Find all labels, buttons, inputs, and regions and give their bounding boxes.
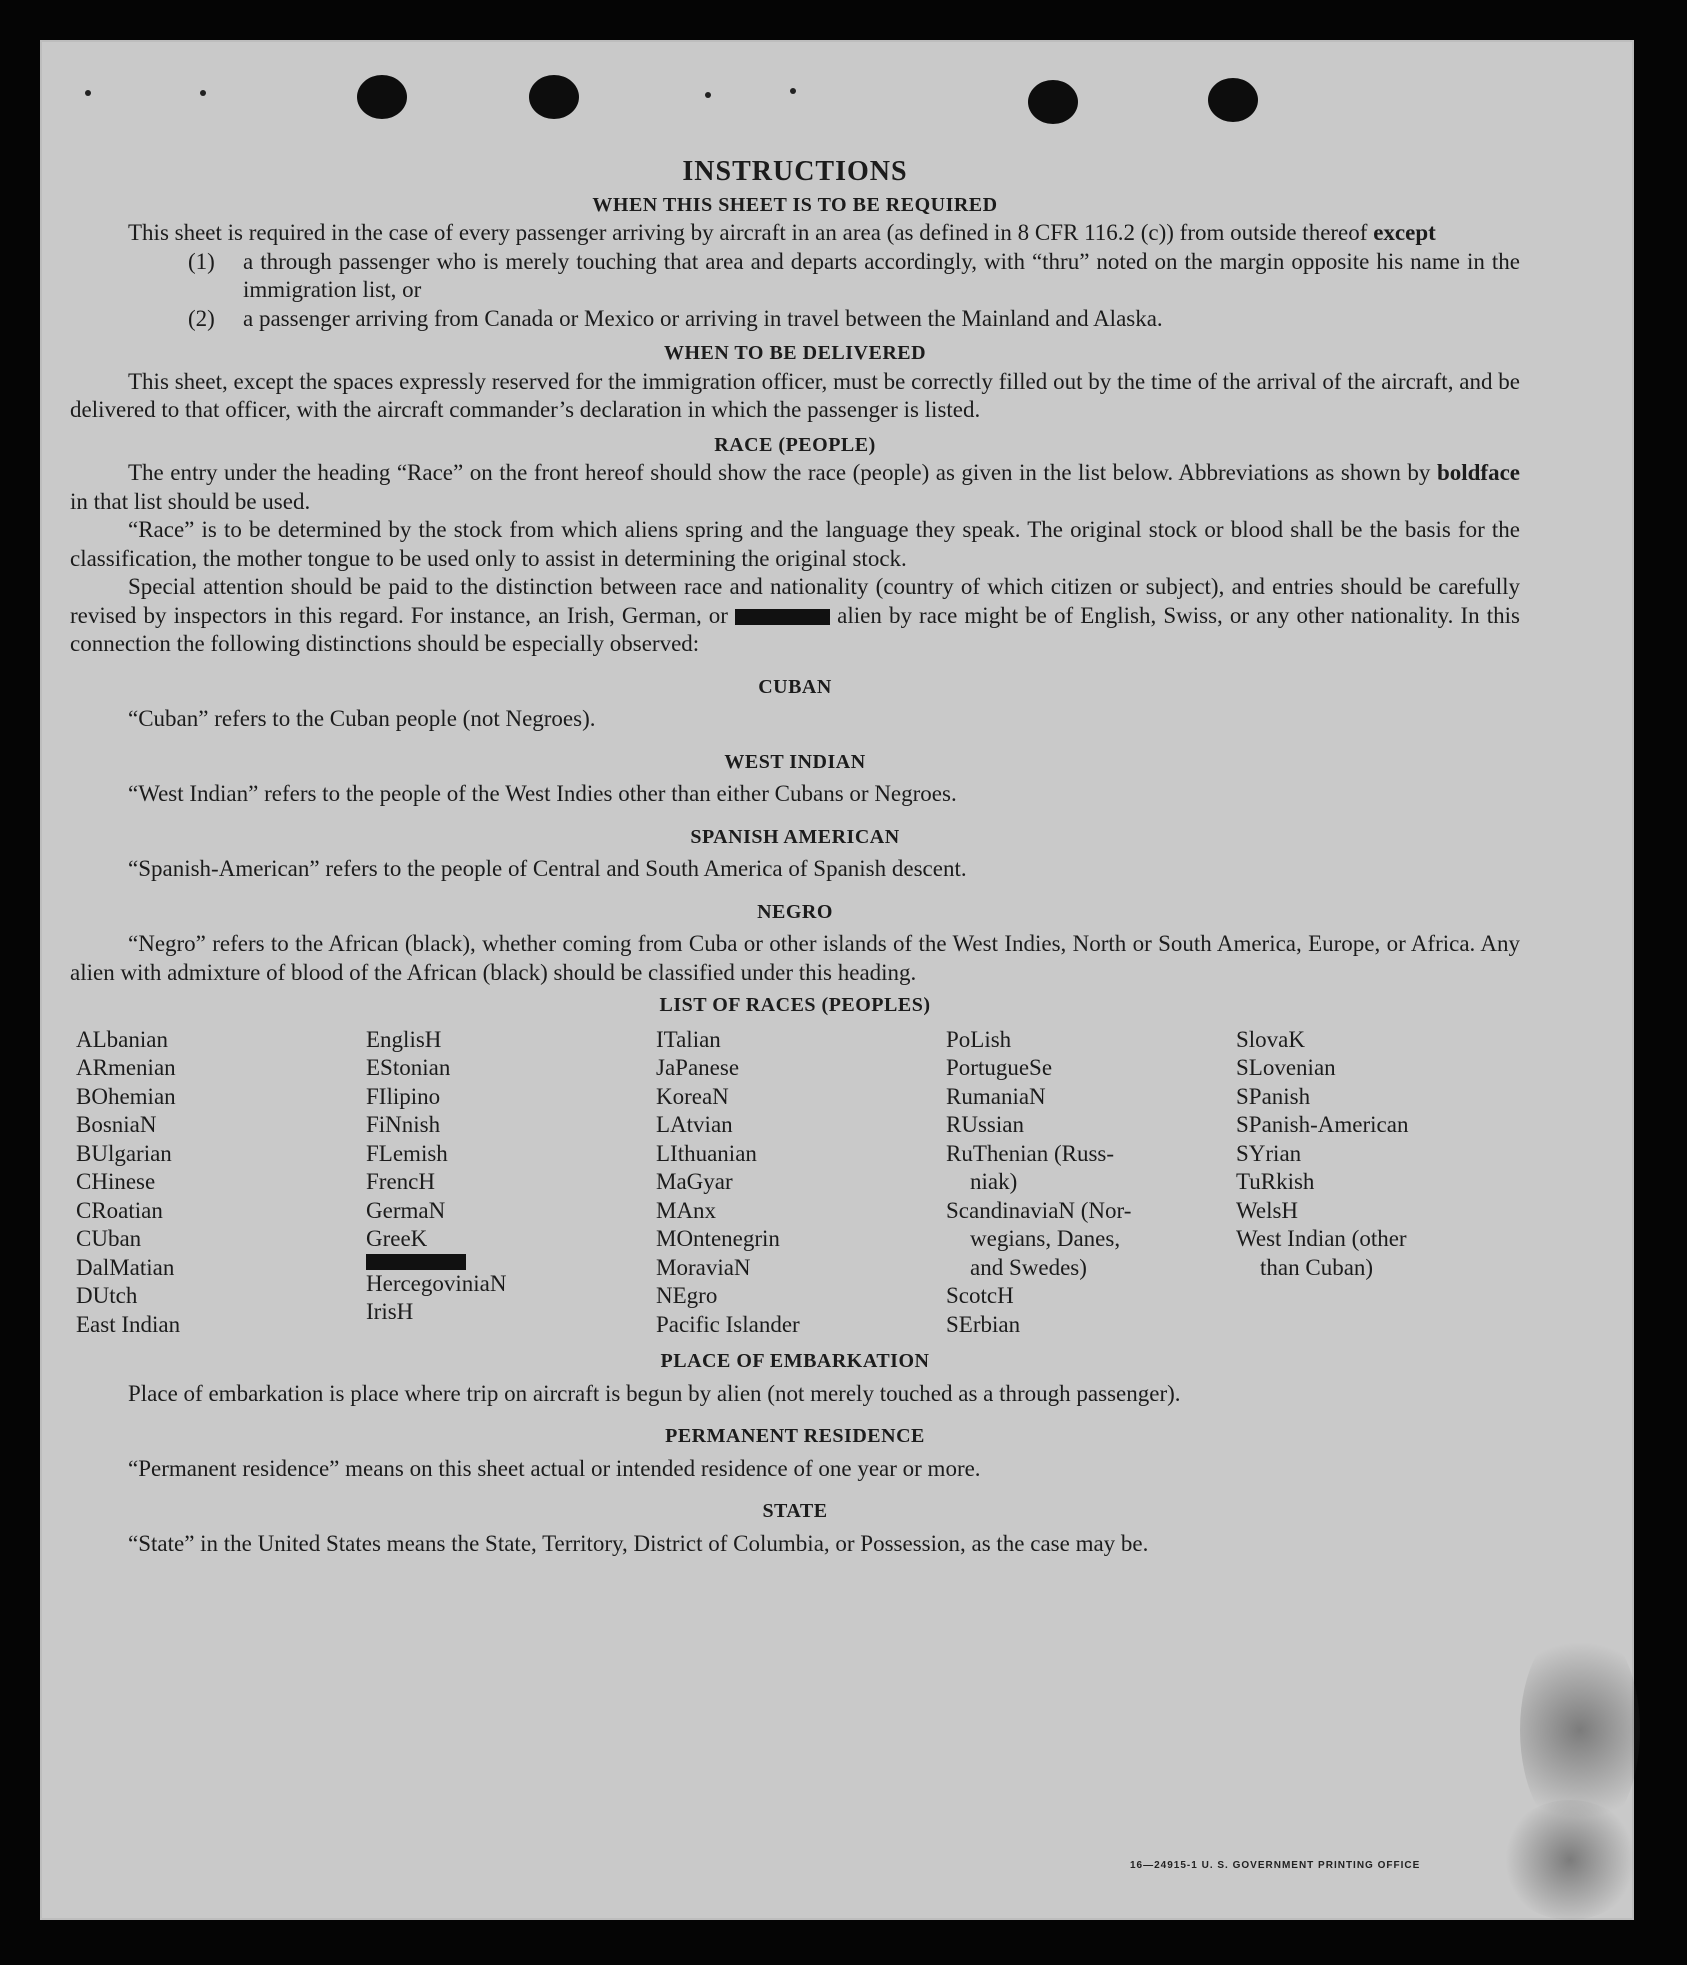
- race-item: ALbanian: [76, 1026, 168, 1052]
- printer-imprint: 16—24915-1 U. S. GOVERNMENT PRINTING OFFICE: [1130, 1860, 1421, 1871]
- section-heading: WHEN TO BE DELIVERED: [663, 342, 927, 364]
- race-item: East Indian: [76, 1311, 181, 1337]
- race-item: West Indian (other: [1236, 1226, 1407, 1251]
- paragraph: This sheet is required in the case of every passenger arriving by aircraft in an area (as defined in 8 CFR 116.2 (c)) from outside thereof except: [128, 220, 1436, 245]
- race-item: KoreaN: [656, 1083, 729, 1109]
- speck: [705, 92, 711, 98]
- redaction-mark: [366, 1254, 656, 1270]
- race-item: FLemish: [366, 1140, 448, 1166]
- document-page: [40, 40, 1634, 1920]
- race-item: JaPanese: [656, 1055, 740, 1080]
- punch-hole: [357, 75, 407, 119]
- race-item: SErbian: [946, 1311, 1021, 1337]
- race-item: MoraviaN: [656, 1254, 751, 1280]
- race-item: LAtvian: [656, 1112, 733, 1137]
- speck: [85, 90, 91, 96]
- race-item: EStonian: [366, 1055, 451, 1080]
- race-item: ScotcH: [946, 1283, 1014, 1308]
- race-item: and Swedes): [970, 1254, 1087, 1280]
- punch-hole: [1028, 80, 1078, 124]
- paragraph: “Permanent residence” means on this sheet actual or intended residence of one year or more.: [128, 1455, 981, 1481]
- list-item: (2) a passenger arriving from Canada or Mexico or arriving in travel between the Mainland and Alaska.: [188, 305, 1163, 331]
- paragraph: “West Indian” refers to the people of the West Indies other than either Cubans or Negroes.: [128, 781, 957, 806]
- paragraph: “State” in the United States means the State, Territory, District of Columbia, or Possession, as the case may be.: [128, 1530, 1149, 1556]
- page-title: INSTRUCTIONS: [682, 156, 908, 187]
- paragraph: This sheet, except the spaces expressly reserved for the immigration officer, must be correctly filled out by the time of the arrival of the aircraft, and be delivered to that officer, with the aircraft commander’s declaration in which the passenger is listed.: [70, 368, 1520, 422]
- list-item: (1) a through passenger who is merely touching that area and departs accordingly, with “thru” noted on the margin opposite his name in the immigration list, or: [188, 248, 1520, 302]
- race-item: WelsH: [1236, 1197, 1299, 1223]
- section-heading: CUBAN: [758, 675, 832, 698]
- race-item: than Cuban): [1260, 1254, 1374, 1280]
- race-item: ARmenian: [76, 1055, 176, 1080]
- race-item: SlovaK: [1236, 1026, 1305, 1052]
- paragraph: “Negro” refers to the African (black), whether coming from Cuba or other islands of the West Indies, North or South America, Europe, or Africa. Any alien with admixture of blood of the African (black) should be classified under this heading.: [70, 931, 1520, 985]
- race-item: FIlipino: [366, 1083, 441, 1109]
- race-item: SPanish: [1236, 1083, 1311, 1109]
- race-item: EnglisH: [366, 1026, 442, 1052]
- race-column: [946, 1026, 1236, 1340]
- section-heading: NEGRO: [757, 900, 833, 923]
- paragraph: Place of embarkation is place where trip on aircraft is begun by alien (not merely touched as a through passenger).: [128, 1380, 1181, 1406]
- race-item: GermaN: [366, 1197, 446, 1223]
- section-heading: PERMANENT RESIDENCE: [665, 1425, 925, 1447]
- race-item: IrisH: [366, 1299, 414, 1324]
- race-item: LIthuanian: [656, 1140, 757, 1166]
- race-column: [656, 1026, 946, 1340]
- instructions-body: [70, 158, 1520, 1558]
- section-heading: SPANISH AMERICAN: [690, 825, 900, 848]
- race-item: CHinese: [76, 1169, 156, 1194]
- race-column: [1236, 1026, 1526, 1340]
- race-item: wegians, Danes,: [970, 1226, 1121, 1251]
- race-column: [366, 1026, 656, 1340]
- stain: [1500, 1800, 1640, 1920]
- race-item: PortugueSe: [946, 1055, 1053, 1080]
- race-item: ITalian: [656, 1026, 721, 1052]
- race-item: niak): [970, 1169, 1018, 1194]
- section-heading: RACE (PEOPLE): [714, 433, 876, 456]
- race-item: SLovenian: [1236, 1055, 1336, 1080]
- paragraph: Special attention should be paid to the distinction between race and nationality (country of which citizen or subject), and entries should be carefully revised by inspectors in this regard. For instance, an Irish, German, or alien by race might be of English, Swiss, or any other nationality. In this connection the following distinctions should be especially observed:: [70, 574, 1520, 656]
- section-heading: WEST INDIAN: [724, 750, 866, 773]
- race-item: BOhemian: [76, 1083, 176, 1109]
- section-heading: STATE: [762, 1500, 828, 1522]
- punch-hole: [1208, 78, 1258, 122]
- speck: [790, 88, 796, 94]
- race-item: FrencH: [366, 1169, 435, 1194]
- race-column: [76, 1026, 366, 1340]
- paragraph: “Race” is to be determined by the stock from which aliens spring and the language they speak. The original stock or blood shall be the basis for the classification, the mother tongue to be used only to assist in determining the original stock.: [70, 517, 1520, 571]
- section-heading: PLACE OF EMBARKATION: [660, 1350, 930, 1372]
- race-item: Pacific Islander: [656, 1311, 800, 1337]
- race-item: HercegoviniaN: [366, 1270, 507, 1296]
- race-item: MOntenegrin: [656, 1226, 780, 1251]
- race-item: CRoatian: [76, 1197, 163, 1223]
- paragraph: “Cuban” refers to the Cuban people (not Negroes).: [128, 706, 596, 731]
- paragraph: The entry under the heading “Race” on the front hereof should show the race (people) as given in the list below. Abbreviations as shown by boldface in that list should be used.: [70, 460, 1521, 514]
- race-item: ScandinaviaN (Nor-: [946, 1197, 1132, 1223]
- redaction-mark: [735, 609, 830, 625]
- race-item: MAnx: [656, 1197, 717, 1223]
- race-list: [76, 1026, 1520, 1340]
- race-item: TuRkish: [1236, 1169, 1315, 1194]
- race-item: DUtch: [76, 1283, 138, 1308]
- race-item: GreeK: [366, 1226, 428, 1251]
- race-item: NEgro: [656, 1283, 718, 1308]
- punch-hole: [529, 75, 579, 119]
- race-item: DalMatian: [76, 1254, 175, 1280]
- race-item: RumaniaN: [946, 1083, 1046, 1109]
- race-item: SYrian: [1236, 1140, 1302, 1166]
- race-item: BUlgarian: [76, 1140, 172, 1166]
- paragraph: “Spanish-American” refers to the people of Central and South America of Spanish descent.: [128, 856, 967, 881]
- speck: [200, 90, 206, 96]
- race-item: RuThenian (Russ-: [946, 1140, 1115, 1166]
- race-item: MaGyar: [656, 1169, 733, 1194]
- race-item: BosniaN: [76, 1112, 157, 1137]
- race-item: SPanish-American: [1236, 1112, 1409, 1137]
- section-heading: WHEN THIS SHEET IS TO BE REQUIRED: [592, 193, 998, 216]
- race-item: FiNnish: [366, 1112, 441, 1137]
- section-heading: LIST OF RACES (PEOPLES): [659, 994, 931, 1016]
- race-item: CUban: [76, 1226, 142, 1251]
- race-item: PoLish: [946, 1026, 1012, 1052]
- race-item: RUssian: [946, 1112, 1024, 1137]
